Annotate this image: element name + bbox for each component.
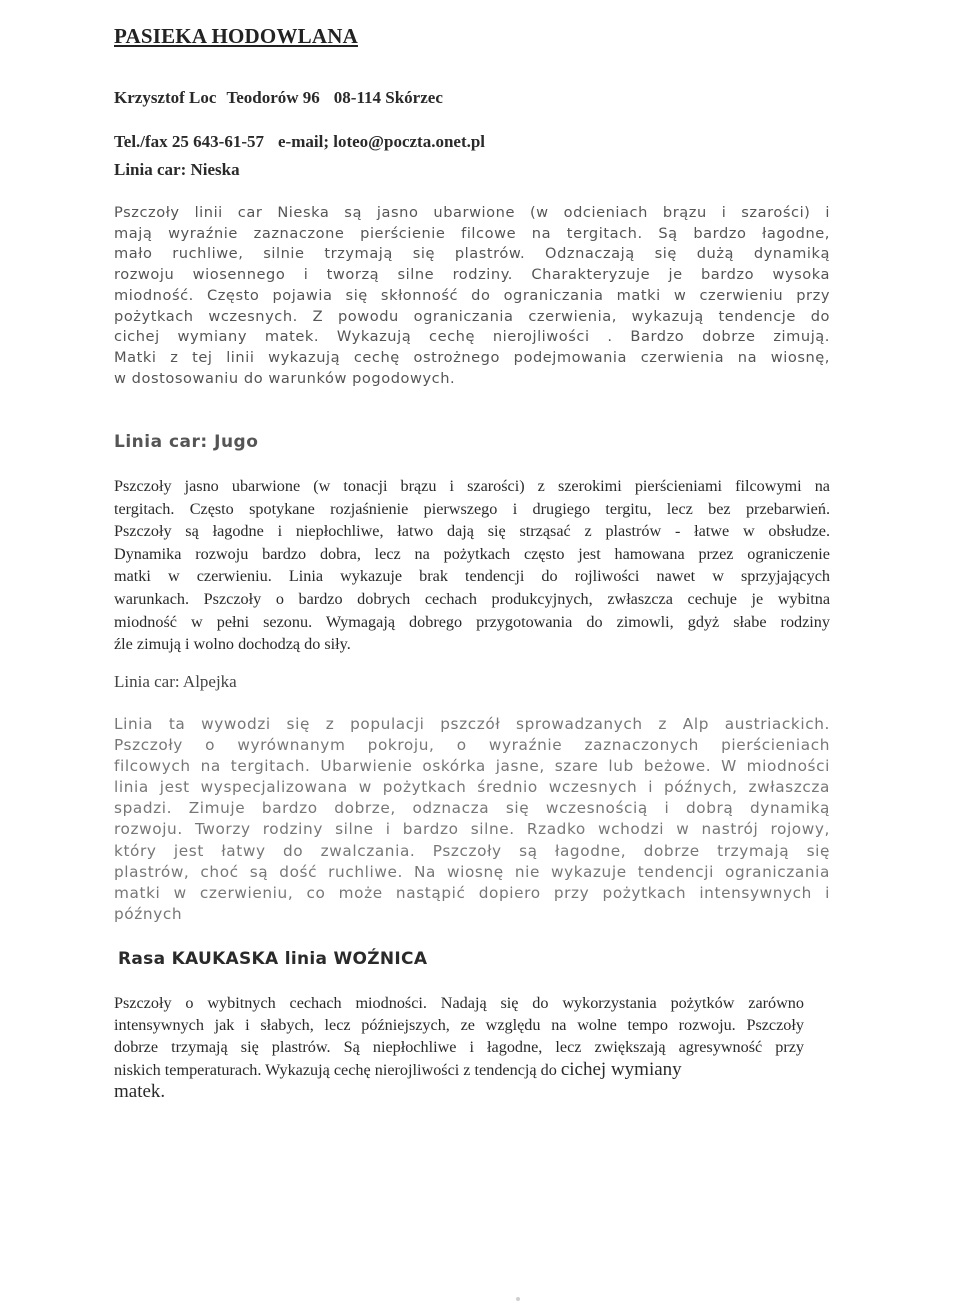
page-title: PASIEKA HODOWLANA [114, 24, 358, 48]
text-line: intensywnych jak i słabych, lecz późniejszych, ze względu na wolne tempo rozwoju. Pszczoły [114, 1016, 804, 1035]
text-line: Matki z tej linii wykazują cechę ostrożnego podejmowania czerwienia na wiosnę, [114, 348, 830, 366]
text-segment: niskich temperaturach. Wykazują cechę nierojliwości z tendencją do [114, 1060, 557, 1079]
contact-phone-line [114, 132, 485, 152]
text-line: Pszczoły o wybitnych cechach miodności. Nadają się do wykorzystania pożytków zarówno [114, 994, 804, 1012]
text-line: linia jest wyspecjalizowana w pożytkach średnio wczesnych i późnych, zwłaszcza [114, 778, 830, 797]
section-heading-jugo: Linia car: Jugo [114, 432, 259, 452]
text-line: Linia ta wywodzi się z populacji pszczół sprowadzanych z Alp austriackich. [114, 715, 830, 733]
street-address: Teodorów 96 [226, 88, 320, 107]
text-line: pożytkach wczesnych. Z powodu ograniczania czerwienia, wykazują tendencje do [114, 307, 830, 325]
text-line: matki w czerwieniu. Linia wykazuje brak tendencji do rojliwości nawet w sprzyjających [114, 567, 830, 586]
text-line: filcowych na tergitach. Ubarwienie oskórka jasne, szare lub beżowe. W miodności [114, 757, 830, 776]
text-line: miodność w pełni sezonu. Wymagają dobrego przygotowania do zimowli, gdyż słabe rodziny [114, 612, 830, 631]
section-body-nieska [114, 203, 830, 389]
section-heading-alpejka: Linia car: Alpejka [114, 672, 237, 691]
text-line: późnych [114, 904, 183, 923]
section-body-alpejka [114, 714, 830, 925]
owner-name: Krzysztof Loc [114, 88, 217, 107]
text-line: miodność. Często pojawia się skłonność do ograniczania matki w czerwieniu przy [114, 286, 830, 304]
text-line: cichej wymiany matek. Wykazują cechę nierojliwości . Bardzo dobrze zimują. [114, 328, 830, 346]
phone-fax: Tel./fax 25 643-61-57 [114, 132, 265, 151]
section-body-jugo [114, 475, 830, 656]
text-line: mają wyraźnie zaznaczone pierścienie filcowe na tergitach. Są bardzo łagodne, [114, 224, 830, 242]
email-address: e-mail; loteo@poczta.onet.pl [278, 132, 486, 151]
postal-address: 08-114 Skórzec [333, 88, 443, 107]
scan-speck [516, 1297, 520, 1301]
text-line-large: matek. [114, 1080, 166, 1102]
text-line: źle zimują i wolno dochodzą do siły. [114, 635, 351, 654]
text-line: który jest łatwy do zwalczania. Pszczoły są łagodne, dobrze trzymają się [114, 841, 830, 860]
section-heading-kaukaska: Rasa KAUKASKA linia WOŹNICA [118, 949, 428, 969]
text-line: Pszczoły o wyrównanym pokroju, o wyraźnie zaznaczonych pierścieniach [114, 736, 830, 755]
text-line: w dostosowaniu do warunków pogodowych. [114, 369, 456, 387]
text-line: Pszczoły są łagodne i niepłochliwe, łatwo dają się strząsać z plastrów - łatwe w obsłudze. [114, 522, 830, 541]
text-line: Pszczoły jasno ubarwione (w tonacji brązu i szarości) z szerokimi pierścieniami filcowymi na [114, 477, 830, 495]
contact-address-line [114, 88, 443, 108]
text-line: tergitach. Często spotykane rozjaśnienie pierwszego i drugiego tergitu, lecz bez przebarwień. [114, 499, 830, 518]
text-line: rozwoju wiosennego i tworzą silne rodziny. Charakteryzuje je bardzo wysoka [114, 266, 830, 284]
text-line: matki w czerwieniu, co może nastąpić dopiero przy pożytkach intensywnych i [114, 883, 830, 902]
text-line: spadzi. Zimuje bardzo dobrze, odznacza się wczesnością i dobrą dynamiką [114, 799, 830, 818]
text-line: mało ruchliwe, silnie trzymają się plastrów. Odznaczają się dużą dynamiką [114, 245, 830, 263]
text-segment-large: cichej wymiany [560, 1058, 682, 1080]
text-line: Dynamika rozwoju bardzo dobra, lecz na pożytkach często jest hamowana przez ograniczenie [114, 544, 830, 563]
section-heading-nieska: Linia car: Nieska [114, 160, 240, 179]
text-line: plastrów, choć są dość ruchliwe. Na wiosnę nie wykazuje tendencji ograniczania [114, 862, 830, 881]
text-line: rozwoju. Tworzy rodziny silne i bardzo silne. Rzadko wchodzi w nastrój rojowy, [114, 820, 830, 839]
text-line: Pszczoły linii car Nieska są jasno ubarwione (w odcieniach brązu i szarości) i [114, 204, 830, 221]
text-line [114, 1059, 804, 1081]
text-line: dobrze trzymają się plastrów. Są niepłochliwe i łagodne, lecz zwiększają agresywność przy [114, 1038, 804, 1057]
section-body-kaukaska [114, 992, 804, 1103]
text-line: warunkach. Pszczoły o bardzo dobrych cechach produkcyjnych, zwłaszcza cechuje je wybitna [114, 589, 830, 608]
